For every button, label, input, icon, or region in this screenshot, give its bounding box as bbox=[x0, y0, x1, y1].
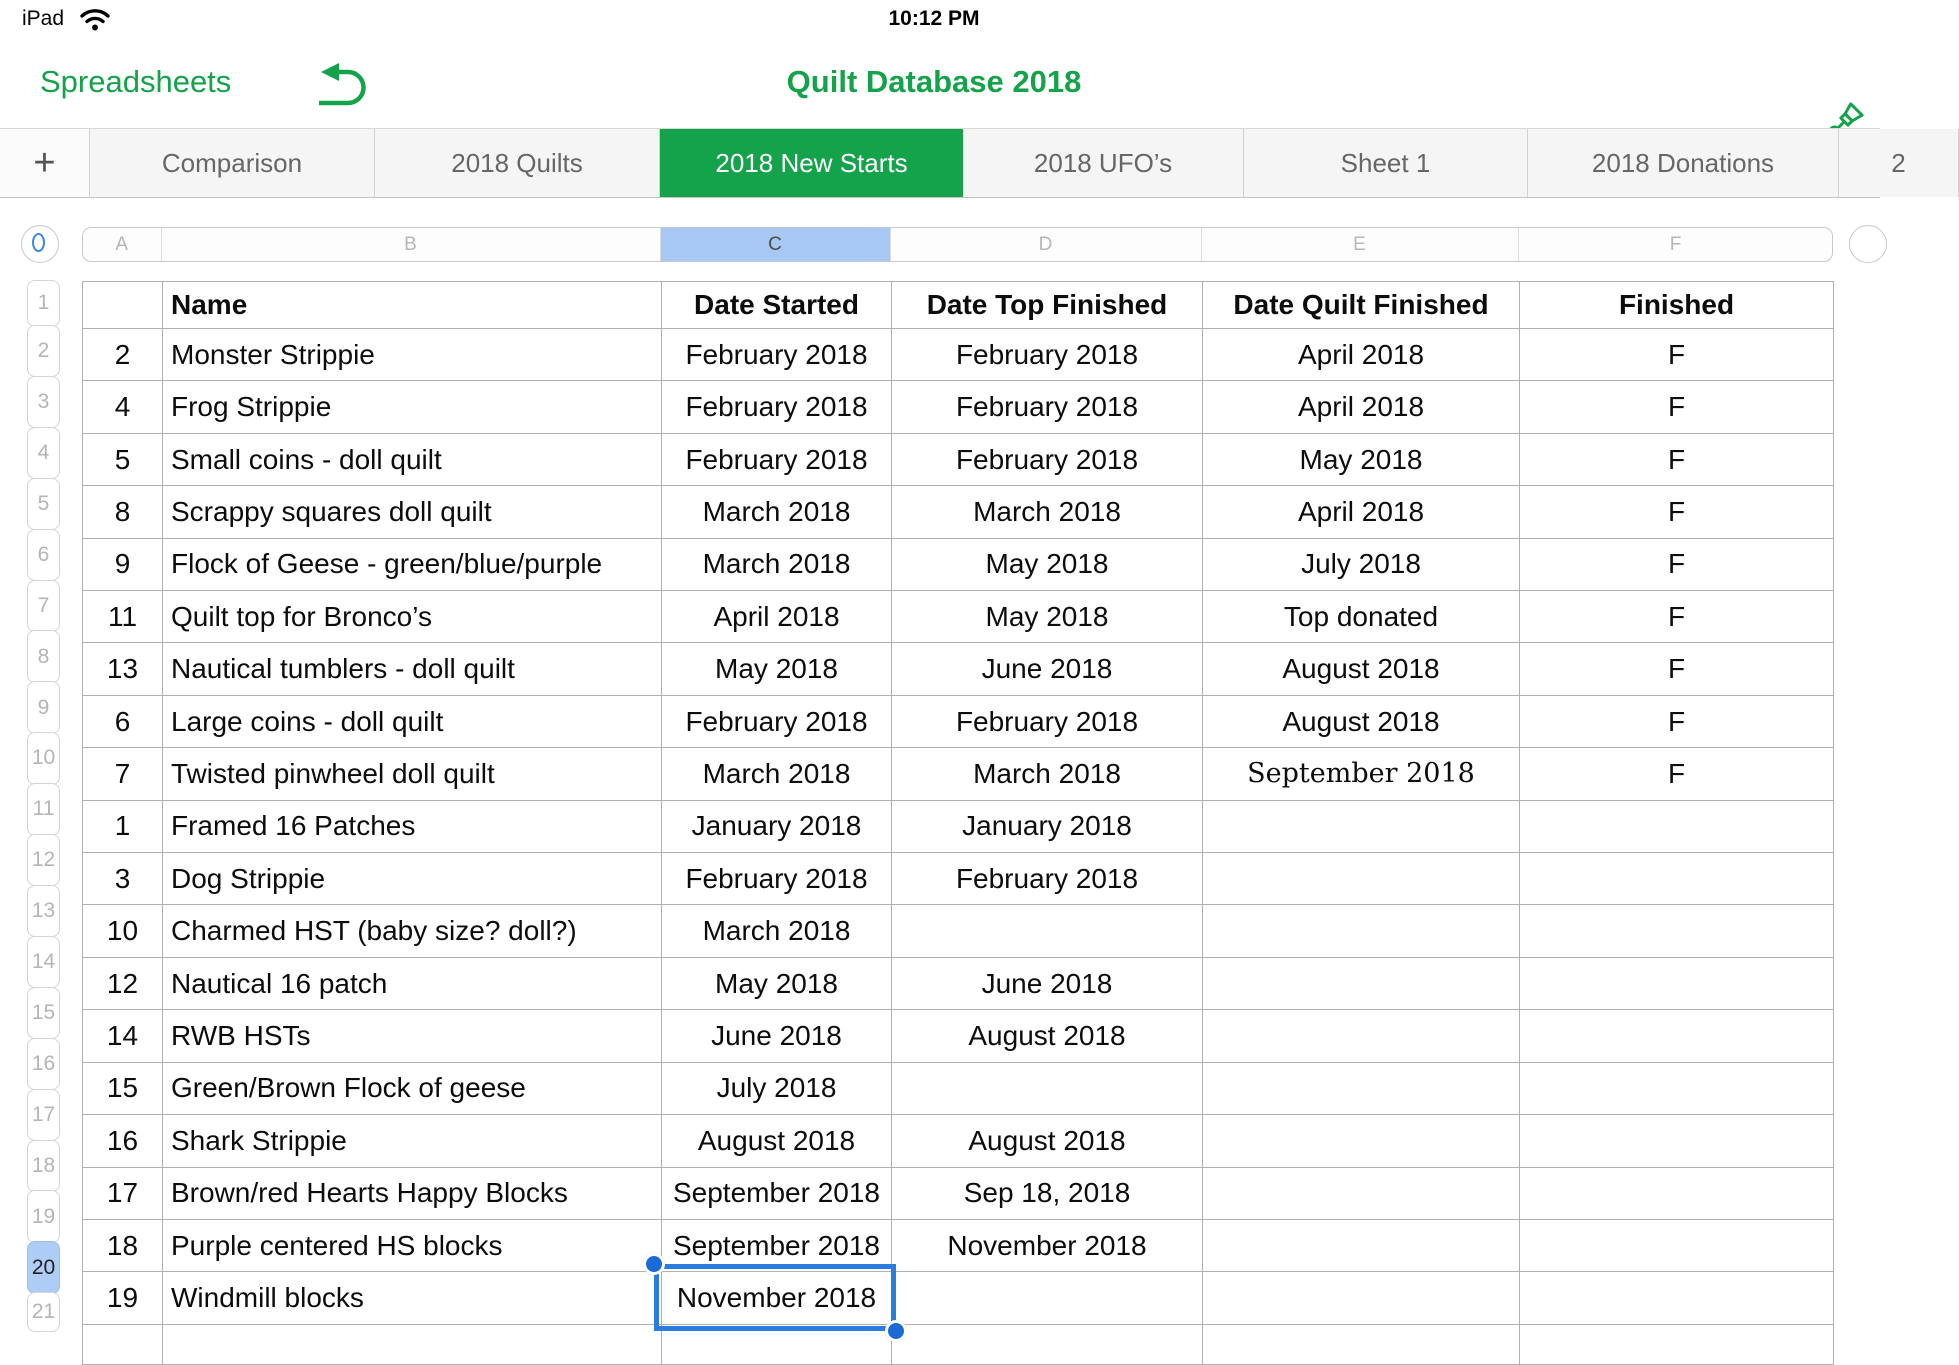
table-row bbox=[83, 329, 1834, 381]
cell-date_quilt_finished[interactable] bbox=[1203, 1167, 1520, 1219]
cell-finished[interactable]: F bbox=[1520, 538, 1834, 590]
cell-name[interactable]: Purple centered HS blocks bbox=[163, 1219, 662, 1271]
cell-date_quilt_finished[interactable] bbox=[1203, 853, 1520, 905]
cell-date_quilt_finished[interactable] bbox=[1203, 1062, 1520, 1114]
table-row bbox=[83, 1167, 1834, 1219]
table-row bbox=[83, 1062, 1834, 1114]
table-row bbox=[83, 853, 1834, 905]
cell-date_top_finished[interactable] bbox=[892, 905, 1203, 957]
cell-finished[interactable] bbox=[1520, 905, 1834, 957]
cell-date_started[interactable]: February 2018 bbox=[662, 853, 892, 905]
column-header-C[interactable]: C bbox=[661, 228, 891, 261]
cell-date_started[interactable]: May 2018 bbox=[662, 643, 892, 695]
selection-handle-bottom-right[interactable] bbox=[885, 1320, 907, 1342]
cell-date_top_finished[interactable]: August 2018 bbox=[892, 1010, 1203, 1062]
header-cell-date_quilt_finished[interactable]: Date Quilt Finished bbox=[1203, 282, 1520, 329]
gutter-row-19[interactable]: 19 bbox=[27, 1190, 60, 1242]
cell-date_top_finished[interactable]: May 2018 bbox=[892, 591, 1203, 643]
column-header-A[interactable]: A bbox=[83, 228, 162, 261]
table-row bbox=[83, 1010, 1834, 1062]
table-select-all-handle[interactable] bbox=[21, 225, 59, 263]
header-cell-date_top_finished[interactable]: Date Top Finished bbox=[892, 282, 1203, 329]
cell-date_quilt_finished[interactable] bbox=[1203, 1219, 1520, 1271]
gutter-row-1[interactable]: 1 bbox=[27, 280, 60, 327]
cell-date_started[interactable]: March 2018 bbox=[662, 538, 892, 590]
cell-num[interactable]: 1 bbox=[83, 800, 163, 852]
cell-date_started[interactable]: September 2018 bbox=[662, 1167, 892, 1219]
toolbar bbox=[0, 40, 1868, 128]
gutter-row-9[interactable]: 9 bbox=[27, 681, 60, 733]
cell-num[interactable]: 3 bbox=[83, 853, 163, 905]
cell-date_started[interactable]: February 2018 bbox=[662, 695, 892, 747]
cell-num[interactable]: 11 bbox=[83, 591, 163, 643]
table-row bbox=[83, 1219, 1834, 1271]
cell-finished[interactable]: F bbox=[1520, 433, 1834, 485]
add-column-handle[interactable] bbox=[1849, 225, 1887, 263]
cell-num[interactable]: 10 bbox=[83, 905, 163, 957]
tab-sheet-1[interactable]: Sheet 1 bbox=[1244, 129, 1528, 197]
header-cell-date_started[interactable]: Date Started bbox=[662, 282, 892, 329]
table-header-row bbox=[83, 282, 1834, 329]
gutter-row-17[interactable]: 17 bbox=[27, 1089, 60, 1141]
cell-date_started[interactable]: November 2018 bbox=[662, 1272, 892, 1324]
cell-name[interactable]: Small coins - doll quilt bbox=[163, 433, 662, 485]
cell-finished[interactable] bbox=[1520, 1272, 1834, 1324]
tab-2[interactable]: 2 bbox=[1839, 129, 1959, 197]
cell-name[interactable]: Framed 16 Patches bbox=[163, 800, 662, 852]
cell-date_quilt_finished[interactable] bbox=[1203, 957, 1520, 1009]
cell-name[interactable]: Shark Strippie bbox=[163, 1115, 662, 1167]
document-title[interactable]: Quilt Database 2018 bbox=[786, 64, 1082, 99]
quilt-table bbox=[82, 281, 1834, 1365]
cell-finished[interactable] bbox=[1520, 1167, 1834, 1219]
cell-finished[interactable] bbox=[1520, 957, 1834, 1009]
selected-cell-border[interactable] bbox=[654, 1264, 896, 1331]
cell-date_started[interactable]: April 2018 bbox=[662, 591, 892, 643]
cell-num[interactable]: 6 bbox=[83, 695, 163, 747]
column-header-B[interactable]: B bbox=[162, 228, 661, 261]
cell-name[interactable]: Monster Strippie bbox=[163, 329, 662, 381]
cell-name[interactable]: RWB HSTs bbox=[163, 1010, 662, 1062]
cell-date_quilt_finished[interactable]: August 2018 bbox=[1203, 643, 1520, 695]
status-time: 10:12 PM bbox=[888, 7, 980, 30]
gutter-row-15[interactable]: 15 bbox=[27, 987, 60, 1039]
cell-date_top_finished[interactable]: June 2018 bbox=[892, 957, 1203, 1009]
cell-finished[interactable] bbox=[1520, 1115, 1834, 1167]
cell-num[interactable]: 7 bbox=[83, 748, 163, 800]
cell-date_top_finished[interactable] bbox=[892, 1272, 1203, 1324]
cell-name[interactable] bbox=[163, 1324, 662, 1364]
cell-name[interactable]: Green/Brown Flock of geese bbox=[163, 1062, 662, 1114]
cell-num[interactable]: 17 bbox=[83, 1167, 163, 1219]
cell-num[interactable]: 19 bbox=[83, 1272, 163, 1324]
cell-date_started[interactable]: January 2018 bbox=[662, 800, 892, 852]
tab-2018-donations[interactable]: 2018 Donations bbox=[1528, 129, 1839, 197]
gutter-row-6[interactable]: 6 bbox=[27, 529, 60, 581]
gutter-row-21[interactable]: 21 bbox=[27, 1292, 60, 1332]
cell-date_quilt_finished[interactable]: May 2018 bbox=[1203, 433, 1520, 485]
cell-date_top_finished[interactable]: June 2018 bbox=[892, 643, 1203, 695]
status-bar bbox=[0, 0, 1868, 40]
cell-num[interactable] bbox=[83, 1324, 163, 1364]
cell-finished[interactable] bbox=[1520, 1324, 1834, 1364]
cell-finished[interactable] bbox=[1520, 853, 1834, 905]
cell-num[interactable]: 15 bbox=[83, 1062, 163, 1114]
cell-finished[interactable] bbox=[1520, 1010, 1834, 1062]
gutter-row-11[interactable]: 11 bbox=[27, 783, 60, 835]
cell-date_quilt_finished[interactable]: April 2018 bbox=[1203, 329, 1520, 381]
cell-num[interactable]: 8 bbox=[83, 486, 163, 538]
cell-name[interactable]: Scrappy squares doll quilt bbox=[163, 486, 662, 538]
cell-date_quilt_finished[interactable]: April 2018 bbox=[1203, 381, 1520, 433]
table-row bbox=[83, 591, 1834, 643]
cell-num[interactable]: 18 bbox=[83, 1219, 163, 1271]
cell-finished[interactable]: F bbox=[1520, 381, 1834, 433]
gutter-row-16[interactable]: 16 bbox=[27, 1038, 60, 1090]
table-row bbox=[83, 695, 1834, 747]
gutter-row-18[interactable]: 18 bbox=[27, 1140, 60, 1192]
cell-name[interactable]: Nautical 16 patch bbox=[163, 957, 662, 1009]
cell-date_top_finished[interactable] bbox=[892, 1062, 1203, 1114]
column-header-E[interactable]: E bbox=[1202, 228, 1519, 261]
cell-date_top_finished[interactable] bbox=[892, 1324, 1203, 1364]
column-header-F[interactable]: F bbox=[1669, 233, 1682, 255]
cell-num[interactable]: 14 bbox=[83, 1010, 163, 1062]
cell-date_started[interactable]: March 2018 bbox=[662, 486, 892, 538]
gutter-row-7[interactable]: 7 bbox=[27, 580, 60, 632]
cell-date_top_finished[interactable]: February 2018 bbox=[892, 329, 1203, 381]
cell-finished[interactable]: F bbox=[1520, 643, 1834, 695]
cell-num[interactable]: 12 bbox=[83, 957, 163, 1009]
cell-date_top_finished[interactable]: February 2018 bbox=[892, 853, 1203, 905]
back-to-spreadsheets-button[interactable]: Spreadsheets bbox=[40, 64, 232, 99]
tab-2018-ufo-s[interactable]: 2018 UFO’s bbox=[963, 129, 1244, 197]
cell-finished[interactable]: F bbox=[1520, 329, 1834, 381]
cell-finished[interactable] bbox=[1520, 1062, 1834, 1114]
cell-date_quilt_finished[interactable]: Top donated bbox=[1203, 591, 1520, 643]
cell-num[interactable]: 2 bbox=[83, 329, 163, 381]
table-row bbox=[83, 538, 1834, 590]
cell-num[interactable]: 16 bbox=[83, 1115, 163, 1167]
cell-date_top_finished[interactable]: January 2018 bbox=[892, 800, 1203, 852]
cell-finished[interactable] bbox=[1520, 800, 1834, 852]
row-gutter bbox=[27, 281, 60, 1332]
cell-date_quilt_finished[interactable] bbox=[1203, 800, 1520, 852]
cell-date_quilt_finished[interactable]: September 2018 bbox=[1203, 748, 1520, 800]
cell-name[interactable]: Brown/red Hearts Happy Blocks bbox=[163, 1167, 662, 1219]
cell-num[interactable]: 9 bbox=[83, 538, 163, 590]
cell-name[interactable]: Frog Strippie bbox=[163, 381, 662, 433]
cell-name[interactable]: Charmed HST (baby size? doll?) bbox=[163, 905, 662, 957]
cell-date_started[interactable]: August 2018 bbox=[662, 1115, 892, 1167]
cell-date_started[interactable]: March 2018 bbox=[662, 748, 892, 800]
cell-num[interactable]: 13 bbox=[83, 643, 163, 695]
tab-2018-new-starts[interactable]: 2018 New Starts bbox=[660, 129, 963, 197]
column-header-bar bbox=[82, 227, 1833, 262]
cell-date_top_finished[interactable]: February 2018 bbox=[892, 695, 1203, 747]
cell-name[interactable]: Quilt top for Bronco’s bbox=[163, 591, 662, 643]
cell-date_quilt_finished[interactable] bbox=[1203, 1010, 1520, 1062]
cell-name[interactable]: Windmill blocks bbox=[163, 1272, 662, 1324]
cell-date_quilt_finished[interactable]: July 2018 bbox=[1203, 538, 1520, 590]
gutter-row-2[interactable]: 2 bbox=[27, 325, 60, 377]
table-row-empty bbox=[83, 1324, 1834, 1364]
cell-finished[interactable]: F bbox=[1520, 486, 1834, 538]
cell-date_started[interactable]: June 2018 bbox=[662, 1010, 892, 1062]
cell-num[interactable]: 4 bbox=[83, 381, 163, 433]
cell-date_top_finished[interactable]: February 2018 bbox=[892, 433, 1203, 485]
gutter-row-12[interactable]: 12 bbox=[27, 834, 60, 886]
table-row bbox=[83, 381, 1834, 433]
cell-num[interactable]: 5 bbox=[83, 433, 163, 485]
cell-date_started[interactable]: May 2018 bbox=[662, 957, 892, 1009]
gutter-row-20[interactable]: 20 bbox=[27, 1241, 60, 1293]
cell-finished[interactable] bbox=[1520, 1219, 1834, 1271]
cell-date_quilt_finished[interactable]: August 2018 bbox=[1203, 695, 1520, 747]
cell-date_quilt_finished[interactable] bbox=[1203, 1115, 1520, 1167]
cell-date_top_finished[interactable]: Sep 18, 2018 bbox=[892, 1167, 1203, 1219]
tab-2018-quilts[interactable]: 2018 Quilts bbox=[375, 129, 660, 197]
table-row bbox=[83, 957, 1834, 1009]
cell-date_started[interactable]: February 2018 bbox=[662, 381, 892, 433]
cell-name[interactable]: Nautical tumblers - doll quilt bbox=[163, 643, 662, 695]
table-row bbox=[83, 433, 1834, 485]
cell-name[interactable]: Twisted pinwheel doll quilt bbox=[163, 748, 662, 800]
selection-handle-top-left[interactable] bbox=[643, 1253, 665, 1275]
device-label: iPad bbox=[22, 7, 65, 30]
table-row bbox=[83, 1115, 1834, 1167]
cell-date_top_finished[interactable]: February 2018 bbox=[892, 381, 1203, 433]
cell-finished[interactable]: F bbox=[1520, 695, 1834, 747]
table-row bbox=[83, 1272, 1834, 1324]
cell-date_started[interactable]: March 2018 bbox=[662, 905, 892, 957]
cell-finished[interactable]: F bbox=[1520, 748, 1834, 800]
cell-date_started[interactable]: September 2018 bbox=[662, 1219, 892, 1271]
cell-date_top_finished[interactable]: August 2018 bbox=[892, 1115, 1203, 1167]
header-cell-name[interactable]: Name bbox=[163, 282, 662, 329]
header-cell-finished[interactable]: Finished bbox=[1520, 282, 1834, 329]
cell-date_top_finished[interactable]: March 2018 bbox=[892, 748, 1203, 800]
cell-name[interactable]: Dog Strippie bbox=[163, 853, 662, 905]
cell-date_quilt_finished[interactable] bbox=[1203, 905, 1520, 957]
gutter-row-14[interactable]: 14 bbox=[27, 936, 60, 988]
cell-date_started[interactable]: February 2018 bbox=[662, 433, 892, 485]
select-all-oval-icon bbox=[32, 233, 45, 252]
cell-name[interactable]: Flock of Geese - green/blue/purple bbox=[163, 538, 662, 590]
table-row bbox=[83, 800, 1834, 852]
gutter-row-8[interactable]: 8 bbox=[27, 630, 60, 682]
gutter-row-3[interactable]: 3 bbox=[27, 376, 60, 428]
gutter-row-13[interactable]: 13 bbox=[27, 885, 60, 937]
cell-date_quilt_finished[interactable]: April 2018 bbox=[1203, 486, 1520, 538]
cell-date_quilt_finished[interactable] bbox=[1203, 1324, 1520, 1364]
table-row bbox=[83, 748, 1834, 800]
gutter-row-10[interactable]: 10 bbox=[27, 732, 60, 784]
cell-name[interactable]: Large coins - doll quilt bbox=[163, 695, 662, 747]
table-row bbox=[83, 905, 1834, 957]
cell-finished[interactable]: F bbox=[1520, 591, 1834, 643]
cell-date_started[interactable]: July 2018 bbox=[662, 1062, 892, 1114]
add-sheet-button[interactable]: + bbox=[0, 129, 90, 197]
sheet-tab-bar bbox=[0, 128, 1906, 198]
column-header-D[interactable]: D bbox=[891, 228, 1202, 261]
gutter-row-5[interactable]: 5 bbox=[27, 478, 60, 530]
cell-date_top_finished[interactable]: November 2018 bbox=[892, 1219, 1203, 1271]
tab-comparison[interactable]: Comparison bbox=[90, 129, 375, 197]
gutter-row-4[interactable]: 4 bbox=[27, 427, 60, 479]
cell-date_top_finished[interactable]: May 2018 bbox=[892, 538, 1203, 590]
table-row bbox=[83, 486, 1834, 538]
cell-date_started[interactable]: February 2018 bbox=[662, 329, 892, 381]
header-cell-num[interactable] bbox=[83, 282, 163, 329]
table-row bbox=[83, 643, 1834, 695]
cell-date_top_finished[interactable]: March 2018 bbox=[892, 486, 1203, 538]
cell-date_quilt_finished[interactable] bbox=[1203, 1272, 1520, 1324]
